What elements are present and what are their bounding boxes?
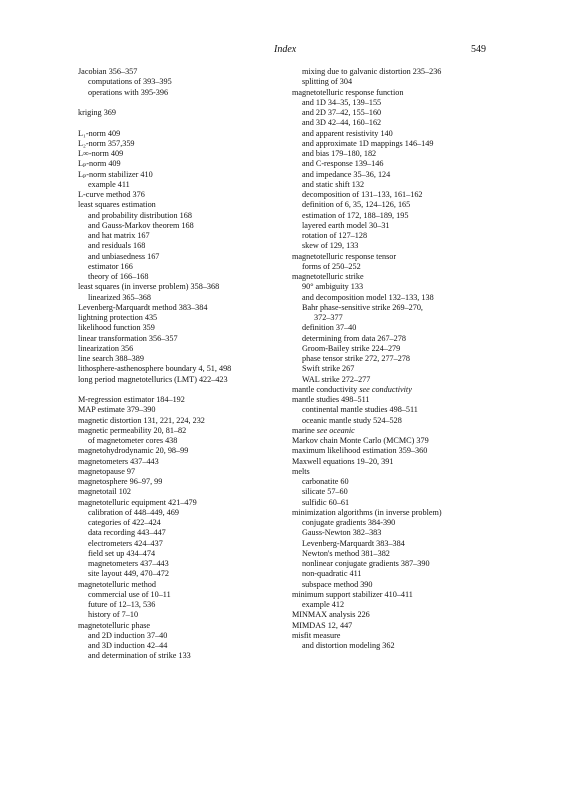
index-subentry: non-quadratic 411: [302, 569, 362, 579]
entry-gap: [78, 118, 278, 128]
index-subentry: 372–377: [314, 313, 343, 322]
index-entry: mantle studies 498–511: [292, 395, 370, 404]
index-entry: misfit measure: [292, 630, 341, 640]
index-subentry: and 3D 42–44, 160–162: [302, 118, 382, 128]
index-column-right: [292, 67, 492, 651]
index-subentry: Swift strike 267: [302, 364, 355, 374]
index-subentry: determining from data 267–278: [302, 333, 406, 343]
index-subentry: Levenberg-Marquardt 383–384: [302, 538, 405, 548]
index-entry: melts: [292, 466, 310, 476]
index-entry: magnetotelluric phase: [78, 620, 151, 630]
index-subentry: forms of 250–252: [302, 261, 361, 271]
index-subentry: nonlinear conjugate gradients 387–390: [302, 559, 430, 568]
index-subentry: and distortion modeling 362: [302, 641, 395, 650]
index-entry: M-regression estimator 184–192: [78, 395, 185, 404]
index-subentry: and probability distribution 168: [88, 210, 192, 220]
index-subentry: conjugate gradients 384-390: [302, 518, 396, 527]
index-entry: Markov chain Monte Carlo (MCMC) 379: [292, 436, 429, 445]
index-entry: Lₚ-norm stabilizer 410: [78, 169, 153, 179]
index-subentry: and unbiasedness 167: [88, 251, 160, 261]
index-entry: least squares estimation: [78, 200, 156, 210]
index-subentry: commercial use of 10–11: [88, 589, 171, 599]
index-entry: Maxwell equations 19–20, 391: [292, 456, 394, 466]
index-entry: lithosphere-asthenosphere boundary 4, 51, 498: [78, 364, 232, 374]
index-subentry: theory of 166–168: [88, 272, 149, 281]
index-entry: magnetohydrodynamic 20, 98–99: [78, 446, 189, 456]
index-subentry: and impedance 35–36, 124: [302, 169, 391, 179]
index-subentry: estimation of 172, 188–189, 195: [302, 210, 409, 220]
index-subentry: and C-response 139–146: [302, 159, 384, 169]
index-subentry: and hat matrix 167: [88, 231, 150, 240]
index-entry: likelihood function 359: [78, 323, 155, 333]
index-entry: magnetopause 97: [78, 466, 136, 476]
index-entry: minimization algorithms (in inverse problem): [292, 507, 442, 517]
index-entry: magnetic permeability 20, 81–82: [78, 425, 187, 435]
index-entry: magnetosphere 96–97, 99: [78, 477, 163, 486]
index-entry: mantle conductivity see conductivity: [292, 384, 412, 394]
index-subentry: and static shift 132: [302, 179, 365, 189]
index-entry: L₂-norm 357,359: [78, 138, 135, 148]
index-entry: magnetotelluric response function: [292, 87, 404, 97]
running-title: Index: [274, 44, 297, 55]
running-header: [0, 44, 563, 58]
index-subentry: Bahr phase-sensitive strike 269–270,: [302, 302, 423, 312]
index-entry: L∞-norm 409: [78, 149, 124, 158]
index-subentry: 90° ambiguity 133: [302, 282, 364, 292]
index-entry: marine see oceanic: [292, 425, 355, 435]
page-number: 549: [471, 44, 486, 55]
entry-gap: [78, 385, 278, 395]
index-subentry: and determination of strike 133: [88, 651, 191, 661]
index-subentry: carbonatite 60: [302, 477, 349, 486]
index-subentry: splitting of 304: [302, 77, 353, 87]
index-entry: Levenberg-Marquardt method 383–384: [78, 302, 208, 312]
index-entry: Jacobian 356–357: [78, 67, 138, 76]
index-subentry: Groom-Bailey strike 224–279: [302, 343, 401, 353]
index-entry: MIMDAS 12, 447: [292, 620, 353, 630]
index-entry: lightning protection 435: [78, 313, 158, 322]
index-subentry: and apparent resistivity 140: [302, 128, 393, 138]
index-subentry: and 2D 37–42, 155–160: [302, 108, 382, 117]
index-subentry: electrometers 424–437: [88, 538, 163, 548]
index-subentry: and Gauss-Markov theorem 168: [88, 220, 194, 230]
index-entry: magnetometers 437–443: [78, 456, 159, 466]
index-entry: linear transformation 356–357: [78, 333, 178, 343]
index-entry: MAP estimate 379–390: [78, 405, 156, 415]
index-subentry: categories of 422–424: [88, 518, 161, 527]
index-entry: minimum support stabilizer 410–411: [292, 589, 413, 599]
index-entry: Lₚ-norm 409: [78, 159, 121, 169]
index-subentry: linearized 365–368: [88, 292, 151, 302]
index-subentry: and 3D induction 42–44: [88, 641, 168, 650]
index-subentry: example 412: [302, 600, 345, 609]
index-entry: maximum likelihood estimation 359–360: [292, 446, 428, 456]
index-entry: L-curve method 376: [78, 190, 145, 199]
index-subentry: Gauss-Newton 382–383: [302, 528, 382, 538]
index-subentry: WAL strike 272–277: [302, 374, 371, 384]
index-subentry: data recording 443–447: [88, 528, 166, 538]
index-subentry: magnetometers 437–443: [88, 559, 169, 568]
index-subentry: and 1D 34–35, 139–155: [302, 97, 382, 107]
index-subentry: future of 12–13, 536: [88, 600, 156, 609]
index-subentry: mixing due to galvanic distortion 235–236: [302, 67, 442, 76]
index-subentry: and bias 179–180, 182: [302, 149, 377, 158]
index-entry: magnetotelluric method: [78, 579, 156, 589]
index-subentry: site layout 449, 470–472: [88, 569, 169, 579]
index-entry: linearization 356: [78, 343, 134, 353]
index-subentry: field set up 434–474: [88, 548, 156, 558]
index-subentry: of magnetometer cores 438: [88, 436, 178, 445]
index-subentry: sulfidic 60–61: [302, 497, 350, 507]
index-entry: magnetic distortion 131, 221, 224, 232: [78, 415, 205, 425]
index-entry: L₁-norm 409: [78, 128, 121, 138]
index-subentry: computations of 393–395: [88, 77, 172, 87]
index-entry: least squares (in inverse problem) 358–368: [78, 282, 220, 292]
index-subentry: operations with 395-396: [88, 87, 169, 97]
index-subentry: decomposition of 131–133, 161–162: [302, 190, 423, 199]
index-subentry: and decomposition model 132–133, 138: [302, 292, 434, 302]
entry-gap: [78, 98, 278, 108]
index-subentry: rotation of 127–128: [302, 231, 368, 240]
see-reference: see oceanic: [316, 425, 355, 435]
index-subentry: layered earth model 30–31: [302, 220, 390, 230]
index-subentry: Newton's method 381–382: [302, 548, 390, 558]
index-subentry: and residuals 168: [88, 241, 146, 251]
see-reference: see conductivity: [359, 384, 412, 394]
index-entry: magnetotail 102: [78, 487, 131, 497]
index-entry: magnetotelluric equipment 421–479: [78, 497, 197, 507]
index-subentry: history of 7–10: [88, 610, 139, 620]
index-entry: long period magnetotellurics (LMT) 422–423: [78, 374, 228, 384]
index-subentry: skew of 129, 133: [302, 241, 359, 251]
index-entry: magnetotelluric response tensor: [292, 251, 397, 261]
index-subentry: silicate 57–60: [302, 487, 348, 497]
index-entry: line search 388–389: [78, 354, 144, 363]
index-subentry: oceanic mantle study 524–528: [302, 415, 402, 425]
index-subentry: and 2D induction 37–40: [88, 630, 168, 640]
index-subentry: estimator 166: [88, 261, 133, 271]
index-subentry: definition of 6, 35, 124–126, 165: [302, 200, 411, 210]
index-entry: kriging 369: [78, 108, 116, 117]
index-entry: magnetotelluric strike: [292, 272, 364, 281]
index-subentry: example 411: [88, 179, 130, 189]
index-column-left: [78, 67, 278, 662]
index-entry: MINMAX analysis 226: [292, 610, 370, 620]
index-subentry: continental mantle studies 498–511: [302, 405, 418, 415]
index-subentry: and approximate 1D mappings 146–149: [302, 138, 434, 148]
index-subentry: calibration of 448–449, 469: [88, 507, 179, 517]
index-subentry: phase tensor strike 272, 277–278: [302, 354, 411, 363]
index-subentry: subspace method 390: [302, 579, 373, 589]
index-subentry: definition 37–40: [302, 323, 357, 333]
